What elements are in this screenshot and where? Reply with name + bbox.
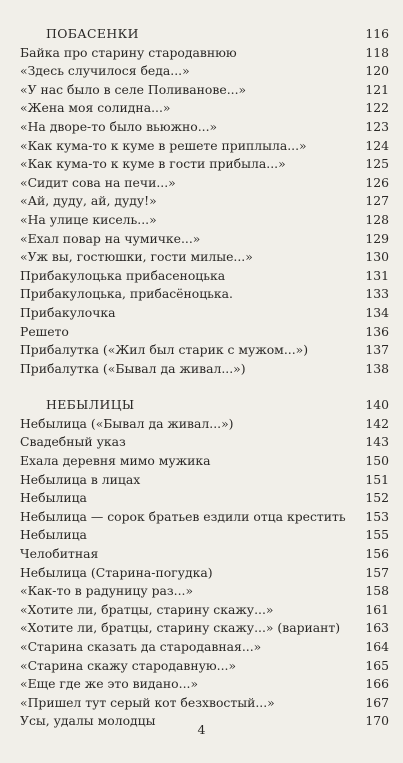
toc-entry-title: Небылица <box>20 490 87 506</box>
toc-entry <box>0 433 403 452</box>
toc-entry <box>0 211 403 230</box>
toc-entry <box>0 174 403 193</box>
toc-entry <box>0 323 403 342</box>
toc-entry-page-number: 127 <box>365 193 389 209</box>
toc-entry-title: «Как кума-то к куме в решете приплыла...» <box>20 137 307 153</box>
toc-entry <box>0 137 403 156</box>
toc-entry <box>0 155 403 174</box>
toc-entry-page-number: 121 <box>365 81 389 97</box>
toc-entry <box>0 341 403 360</box>
toc-entry-page-number: 152 <box>365 490 389 506</box>
toc-entry-title: «Старина скажу стародавную...» <box>20 657 237 673</box>
toc-entry-page-number: 166 <box>365 676 389 692</box>
toc-entry-title: Небылица («Бывал да живал...») <box>20 415 234 431</box>
toc-entry-page-number: 130 <box>365 249 389 265</box>
toc-entry-page-number: 129 <box>365 230 389 246</box>
toc-entry <box>0 675 403 694</box>
toc-entry-title: «У нас было в селе Поливанове...» <box>20 81 247 97</box>
toc-entry-page-number: 124 <box>365 137 389 153</box>
toc-entry <box>0 452 403 471</box>
toc-entry-title: «Еще где же это видано...» <box>20 676 199 692</box>
section-heading-page-number: 140 <box>365 397 389 413</box>
toc-entry-page-number: 120 <box>365 63 389 79</box>
toc-entry-title: «На дворе-то было вьюжно...» <box>20 118 218 134</box>
toc-entry-title: Усы, удалы молодцы <box>20 713 156 729</box>
toc-entry-title: Решето <box>20 323 69 339</box>
toc-entry-page-number: 123 <box>365 118 389 134</box>
section-heading-page-number: 116 <box>365 26 389 41</box>
toc-entry-page-number: 170 <box>365 713 389 729</box>
toc-entry-title: Небылица — сорок братьев ездили отца крестить <box>20 508 346 524</box>
toc-entry-title: «Ай, дуду, ай, дуду!» <box>20 193 157 209</box>
toc-entry <box>0 638 403 657</box>
section-heading-title: НЕБЫЛИЦЫ <box>46 397 135 413</box>
toc-entry-title: Небылица в лицах <box>20 471 141 487</box>
toc-entry-page-number: 155 <box>365 527 389 543</box>
toc-entry <box>0 44 403 63</box>
toc-entry <box>0 81 403 100</box>
page-number: 4 <box>197 722 206 737</box>
toc-entry-page-number: 153 <box>365 508 389 524</box>
toc-entry <box>0 267 403 286</box>
toc-entry-page-number: 128 <box>365 211 389 227</box>
toc-entry <box>0 360 403 379</box>
toc-entry <box>0 471 403 490</box>
toc-entry <box>0 248 403 267</box>
toc-entry-title: «Жена моя солидна...» <box>20 100 171 116</box>
toc-entry <box>0 192 403 211</box>
toc-entry-title: Небылица <box>20 527 87 543</box>
toc-entry-title: Прибакулоцька, прибасёноцька. <box>20 286 234 302</box>
toc-entry-page-number: 131 <box>365 267 389 283</box>
toc-entry <box>0 285 403 304</box>
toc-entry-title: «Старина сказать да стародавная...» <box>20 639 262 654</box>
toc-entry <box>0 304 403 323</box>
toc-entry <box>0 564 403 583</box>
toc-entry-page-number: 151 <box>365 471 389 487</box>
toc-entry-title: Прибакулоцька прибасеноцька <box>20 267 226 283</box>
toc-entry-page-number: 125 <box>365 156 389 172</box>
toc-entry-page-number: 118 <box>365 44 389 60</box>
toc-entry <box>0 526 403 545</box>
toc-entry <box>0 545 403 564</box>
toc-entry-title: «Хотите ли, братцы, старину скажу...» (вариант) <box>20 620 341 636</box>
toc-entry <box>0 619 403 638</box>
toc-entry-title: Прибакулочка <box>20 304 116 320</box>
toc-entry-title: «Здесь случилося беда...» <box>20 63 190 79</box>
toc-entry <box>0 62 403 81</box>
toc-entry <box>0 694 403 713</box>
toc-entry-page-number: 142 <box>365 415 389 431</box>
toc-entry <box>0 415 403 434</box>
table-of-contents <box>0 25 403 731</box>
toc-entry <box>0 230 403 249</box>
toc-entry-page-number: 164 <box>365 639 389 654</box>
toc-entry-page-number: 165 <box>365 657 389 673</box>
toc-entry-title: Ехала деревня мимо мужика <box>20 453 211 469</box>
toc-entry-page-number: 143 <box>365 434 389 450</box>
toc-entry-title: «Уж вы, гостюшки, гости милые...» <box>20 249 253 265</box>
toc-entry-title: «Как кума-то к куме в гости прибыла...» <box>20 156 286 172</box>
toc-entry-page-number: 163 <box>365 620 389 636</box>
toc-entry-title: «Как-то в радуницу раз...» <box>20 583 194 599</box>
toc-entry-page-number: 161 <box>365 601 389 617</box>
toc-entry-page-number: 122 <box>365 100 389 116</box>
toc-entry-title: «Пришел тут серый кот безхвостый...» <box>20 694 275 710</box>
toc-entry-page-number: 137 <box>365 342 389 358</box>
toc-entry <box>0 489 403 508</box>
toc-entry <box>0 118 403 137</box>
toc-entry-title: Небылица (Старина-погудка) <box>20 564 213 580</box>
toc-entry-title: Свадебный указ <box>20 434 126 450</box>
toc-entry <box>0 582 403 601</box>
section-gap <box>0 378 403 396</box>
toc-entry-title: «Сидит сова на печи...» <box>20 174 176 190</box>
toc-entry-page-number: 157 <box>365 564 389 580</box>
toc-entry-page-number: 158 <box>365 583 389 599</box>
toc-entry-title: «Хотите ли, братцы, старину скажу...» <box>20 601 274 617</box>
toc-entry-title: Челобитная <box>20 546 99 562</box>
section-heading-title: ПОБАСЕНКИ <box>46 26 139 41</box>
toc-entry-page-number: 134 <box>365 304 389 320</box>
toc-entry-page-number: 126 <box>365 174 389 190</box>
toc-entry-title: «Ехал повар на чумичке...» <box>20 230 201 246</box>
toc-entry-page-number: 167 <box>365 694 389 710</box>
toc-entry-page-number: 133 <box>365 286 389 302</box>
section-heading <box>0 25 403 44</box>
toc-entry-page-number: 156 <box>365 546 389 562</box>
toc-entry-page-number: 138 <box>365 360 389 376</box>
section-heading <box>0 396 403 415</box>
toc-entry-title: Прибалутка («Бывал да живал...») <box>20 360 246 376</box>
toc-entry-title: Байка про старину стародавнюю <box>20 44 237 60</box>
toc-entry <box>0 508 403 527</box>
toc-entry-page-number: 136 <box>365 323 389 339</box>
toc-entry-page-number: 150 <box>365 453 389 469</box>
toc-entry <box>0 99 403 118</box>
toc-entry-title: «На улице кисель...» <box>20 211 157 227</box>
toc-entry <box>0 601 403 620</box>
toc-entry <box>0 657 403 676</box>
toc-entry-title: Прибалутка («Жил был старик с мужом...») <box>20 342 309 358</box>
